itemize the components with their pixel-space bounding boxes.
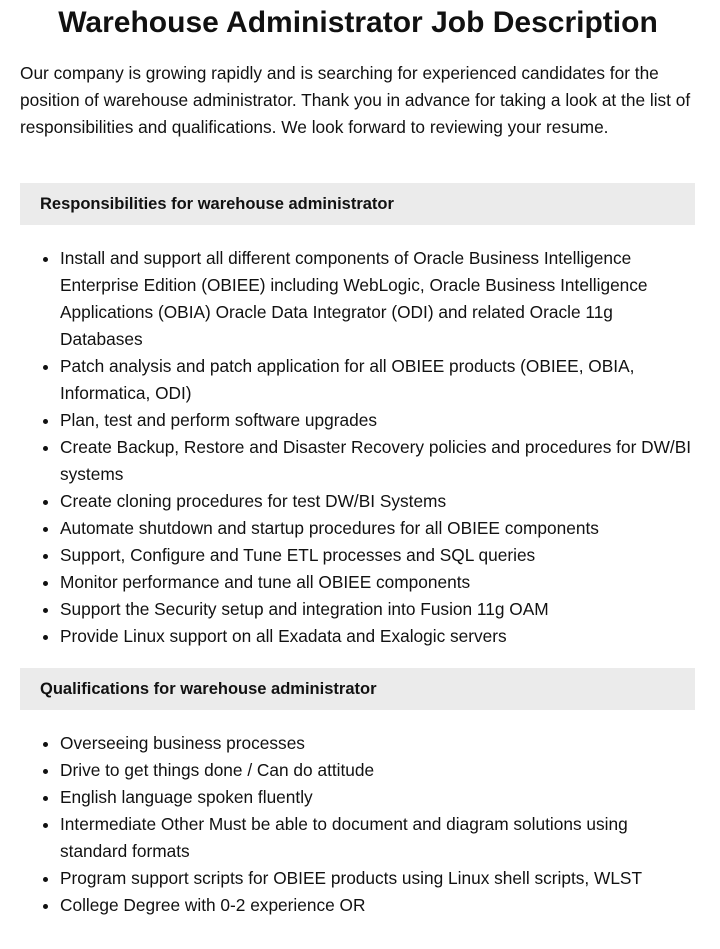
list-item: • Intermediate Other Must be able to document and diagram solutions using standard formats	[60, 811, 695, 865]
page-title: Warehouse Administrator Job Description	[58, 6, 658, 39]
list-item: • Automate shutdown and startup procedures for all OBIEE components	[60, 515, 695, 542]
section-heading: Qualifications for warehouse administrator	[20, 668, 695, 710]
responsibilities-list	[20, 245, 695, 650]
list-item: • Patch analysis and patch application for all OBIEE products (OBIEE, OBIA, Informatica, ODI)	[60, 353, 695, 407]
list-item: • Overseeing business processes	[60, 730, 695, 757]
list-item: • Plan, test and perform software upgrades	[60, 407, 695, 434]
list-item: • Monitor performance and tune all OBIEE components	[60, 569, 695, 596]
section-heading: Responsibilities for warehouse administrator	[20, 183, 695, 225]
list-item: • Support the Security setup and integration into Fusion 11g OAM	[60, 596, 695, 623]
qualifications-section	[20, 668, 695, 919]
list-item: • English language spoken fluently	[60, 784, 695, 811]
list-item: • Create cloning procedures for test DW/BI Systems	[60, 488, 695, 515]
list-item: • Create Backup, Restore and Disaster Recovery policies and procedures for DW/BI systems	[60, 434, 695, 488]
responsibilities-section	[20, 183, 695, 650]
intro-paragraph: Our company is growing rapidly and is searching for experienced candidates for the position of warehouse administrator. Thank you in advance for taking a look at the list of responsibilities and qualifications. We look forward to reviewing your resume.	[20, 63, 691, 137]
qualifications-list	[20, 730, 695, 919]
list-item: • Program support scripts for OBIEE products using Linux shell scripts, WLST	[60, 865, 695, 892]
list-item: • Support, Configure and Tune ETL processes and SQL queries	[60, 542, 695, 569]
list-item: • Drive to get things done / Can do attitude	[60, 757, 695, 784]
list-item: • Provide Linux support on all Exadata and Exalogic servers	[60, 623, 695, 650]
list-item: • Install and support all different components of Oracle Business Intelligence Enterprise Edition (OBIEE) including WebLogic, Oracle Business Intelligence Applications (OBIA) Oracle Data Integrator (ODI) and related Oracle 11g Databases	[60, 245, 695, 353]
list-item: • College Degree with 0-2 experience OR	[60, 892, 695, 919]
